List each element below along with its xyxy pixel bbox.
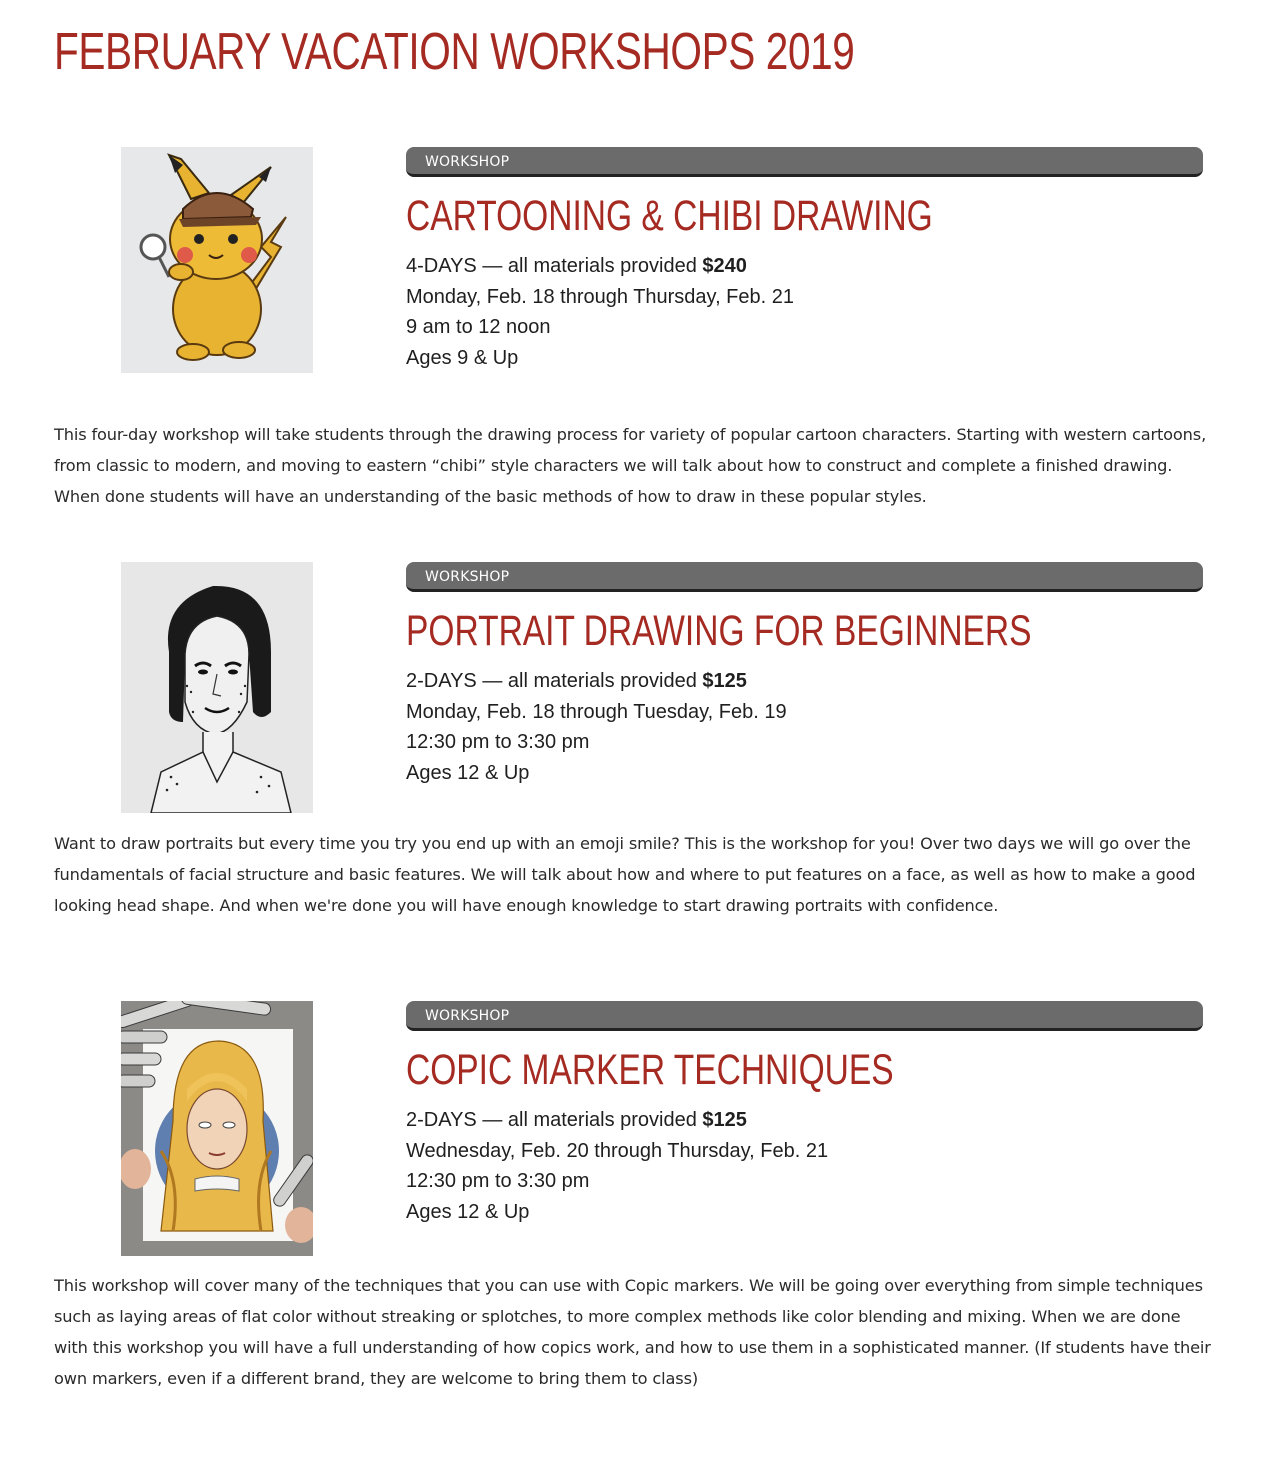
workshop-ages: Ages 12 & Up [406,1200,530,1223]
page-title: FEBRUARY VACATION WORKSHOPS 2019 [54,23,855,81]
workshop-price-line [406,666,1203,697]
workshop-price-line [406,1105,1203,1136]
workshop-price: $125 [702,1109,747,1131]
workshop-time: 12:30 pm to 3:30 pm [406,1170,590,1192]
workshop-price: $125 [702,670,747,692]
workshop-price-line [406,251,1203,282]
workshop-title[interactable]: CARTOONING & CHIBI DRAWING [406,192,933,240]
workshop-description: This workshop will cover many of the techniques that you can use with Copic markers. We will be going over everything from simple techniques such as laying areas of flat color without streaking or splotches, to more complex methods like color blending and mixing. When we are done with this workshop you will have a full understanding of how copics work, and how to use them in a sophisticated manner. (If students have their own markers, even if a different brand, they are welcome to bring them to class) [54,1276,1211,1388]
workshop-duration: 4-DAYS [406,255,477,277]
workshop-image-portrait [121,562,313,813]
workshop-meta [406,251,1203,373]
workshop-materials-note: — all materials provided [476,255,703,277]
workshop-image-copic [121,1001,313,1256]
workshop-description: Want to draw portraits but every time you try you end up with an emoji smile? This is the workshop for you! Over two days we will go over the fundamentals of facial structure and basic features. We will talk about how and where to put features on a face, as well as how to make a good looking head shape. And when we're done you will have enough knowledge to start drawing portraits with confidence. [54,834,1196,915]
workshop-time: 12:30 pm to 3:30 pm [406,731,590,753]
workshop-dates: Monday, Feb. 18 through Tuesday, Feb. 19 [406,700,787,723]
workshop-materials-note: — all materials provided [476,1109,703,1131]
workshop-tag-bar: WORKSHOP [406,562,1203,592]
workshop-title[interactable]: PORTRAIT DRAWING FOR BEGINNERS [406,607,1032,655]
workshop-price: $240 [702,255,747,277]
workshop-meta [406,1105,1203,1227]
workshop-ages: Ages 12 & Up [406,761,530,784]
workshop-image-cartooning [121,147,313,373]
workshop-tag-bar: WORKSHOP [406,1001,1203,1031]
workshop-info-cartooning [406,147,1203,373]
workshop-ages: Ages 9 & Up [406,346,519,369]
copic-marker-illustration [121,1001,313,1256]
workshop-meta [406,666,1203,788]
workshop-info-portrait [406,562,1203,788]
workshop-info-copic [406,1001,1203,1227]
workshop-duration: 2-DAYS [406,670,477,692]
workshop-dates: Monday, Feb. 18 through Thursday, Feb. 21 [406,285,795,308]
workshop-duration: 2-DAYS [406,1109,477,1131]
workshop-materials-note: — all materials provided [476,670,703,692]
workshop-dates: Wednesday, Feb. 20 through Thursday, Feb. 21 [406,1139,829,1162]
ink-portrait-illustration [121,562,313,813]
workshop-tag-bar: WORKSHOP [406,147,1203,177]
cartoon-character-illustration [121,147,313,373]
workshop-title[interactable]: COPIC MARKER TECHNIQUES [406,1046,894,1094]
workshop-time: 9 am to 12 noon [406,316,551,338]
workshop-description: This four-day workshop will take students through the drawing process for variety of popular cartoon characters. Starting with western cartoons, from classic to modern, and moving to eastern “chibi” style characters we will talk about how to construct and complete a finished drawing. When done students will have an understanding of the basic methods of how to draw in these popular styles. [54,425,1207,506]
